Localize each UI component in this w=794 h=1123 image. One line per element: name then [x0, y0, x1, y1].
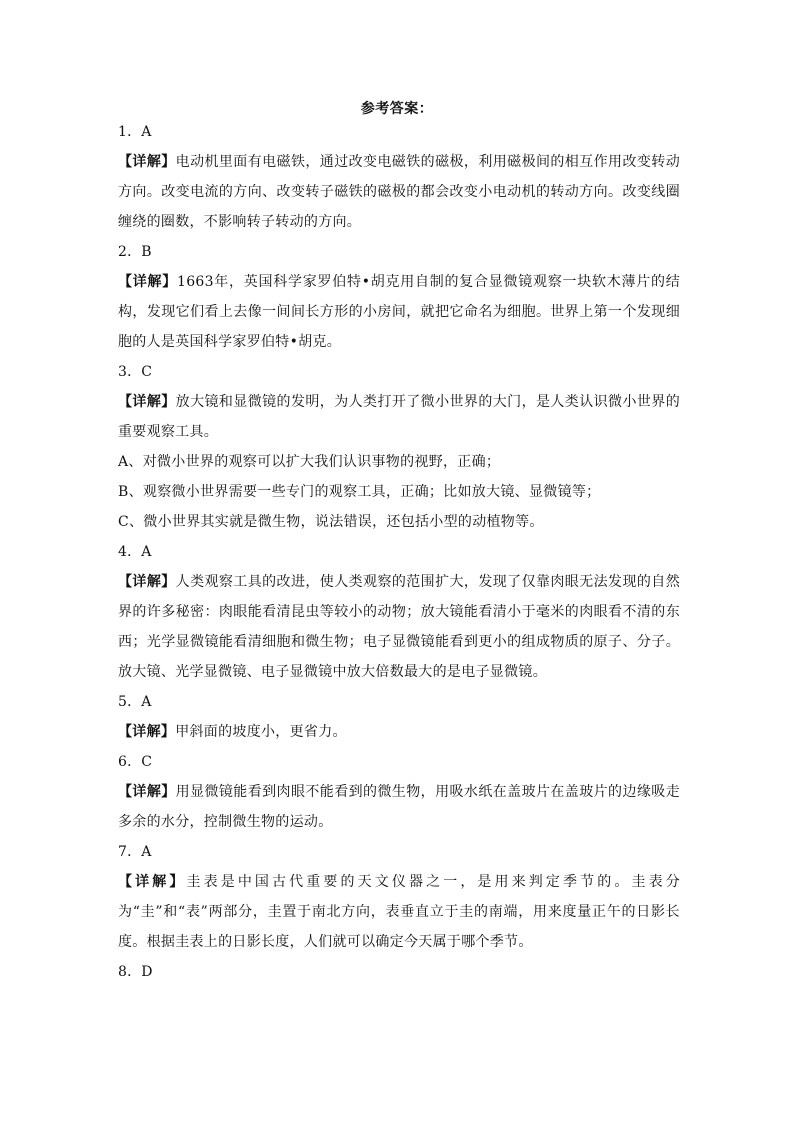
answer-item-6 — [118, 747, 680, 837]
explanation-text: 甲斜面的坡度小，更省力。 — [175, 724, 347, 740]
explanation-tag: 【详解】 — [118, 874, 187, 890]
explanation — [118, 717, 680, 747]
explanation-text: 人类观察工具的改进，使人类观察的范围扩大，发现了仅靠肉眼无法发现的自然界的许多秘密：肉眼能看清昆虫等较小的动物；放大镜能看清小于毫米的肉眼看不清的东西；光学显微镜能看清细胞和微生物；电子显微镜能看到更小的组成物质的原子、分子。放大镜、光学显微镜、电子显微镜中放大倍数最大的是电子显微镜。 — [118, 574, 680, 680]
explanation — [118, 267, 680, 357]
explanation-tag: 【详解】 — [118, 574, 176, 590]
answer-item-2 — [118, 237, 680, 357]
page-title: 参考答案： — [360, 101, 434, 117]
answer-list — [118, 117, 680, 987]
explanation-tag: 【详解】 — [118, 154, 176, 170]
explanation — [118, 867, 680, 957]
question-number: 1．A — [118, 124, 152, 140]
question-number: 6．C — [118, 754, 153, 770]
question-number: 8．D — [118, 964, 153, 980]
question-number: 5．A — [118, 694, 152, 710]
explanation-tag: 【详解】 — [118, 784, 176, 800]
option-analysis-b: B、观察微小世界需要一些专门的观察工具，正确；比如放大镜、显微镜等； — [118, 484, 601, 500]
option-analysis-c: C、微小世界其实就是微生物，说法错误，还包括小型的动植物等。 — [118, 514, 544, 530]
question-number: 2．B — [118, 244, 152, 260]
question-number: 4．A — [118, 544, 152, 560]
explanation-tag: 【详解】 — [118, 394, 176, 410]
question-number: 3．C — [118, 364, 153, 380]
option-analysis-a: A、对微小世界的观察可以扩大我们认识事物的视野，正确； — [118, 454, 501, 470]
explanation — [118, 387, 680, 447]
explanation-tag: 【详解】 — [118, 274, 177, 290]
answer-item-3 — [118, 357, 680, 537]
answer-item-4 — [118, 537, 680, 687]
explanation — [118, 147, 680, 237]
explanation-text: 圭表是中国古代重要的天文仪器之一，是用来判定季节的。圭表分为“圭”和“表”两部分，圭置于南北方向，表垂直立于圭的南端，用来度量正午的日影长度。根据圭表上的日影长度，人们就可以确定今天属于哪个季节。 — [118, 874, 680, 950]
answer-item-8 — [118, 957, 680, 987]
answer-item-5 — [118, 687, 680, 747]
explanation-text: 放大镜和显微镜的发明，为人类打开了微小世界的大门，是人类认识微小世界的重要观察工具。 — [118, 394, 680, 440]
explanation-tag: 【详解】 — [118, 724, 176, 740]
question-number: 7．A — [118, 844, 152, 860]
explanation-text: 用显微镜能看到肉眼不能看到的微生物，用吸水纸在盖玻片在盖玻片的边缘吸走多余的水分，控制微生物的运动。 — [118, 784, 680, 830]
explanation — [118, 567, 680, 687]
answer-item-1 — [118, 117, 680, 237]
explanation-text: 电动机里面有电磁铁，通过改变电磁铁的磁极，利用磁极间的相互作用改变转动方向。改变电流的方向、改变转子磁铁的磁极的都会改变小电动机的转动方向。改变线圈缠绕的圈数，不影响转子转动的方向。 — [118, 154, 680, 230]
answer-item-7 — [118, 837, 680, 957]
explanation-text: 1663年，英国科学家罗伯特•胡克用自制的复合显微镜观察一块软木薄片的结构，发现它们看上去像一间间长方形的小房间，就把它命名为细胞。世界上第一个发现细胞的人是英国科学家罗伯特•胡克。 — [118, 274, 681, 350]
explanation — [118, 777, 680, 837]
